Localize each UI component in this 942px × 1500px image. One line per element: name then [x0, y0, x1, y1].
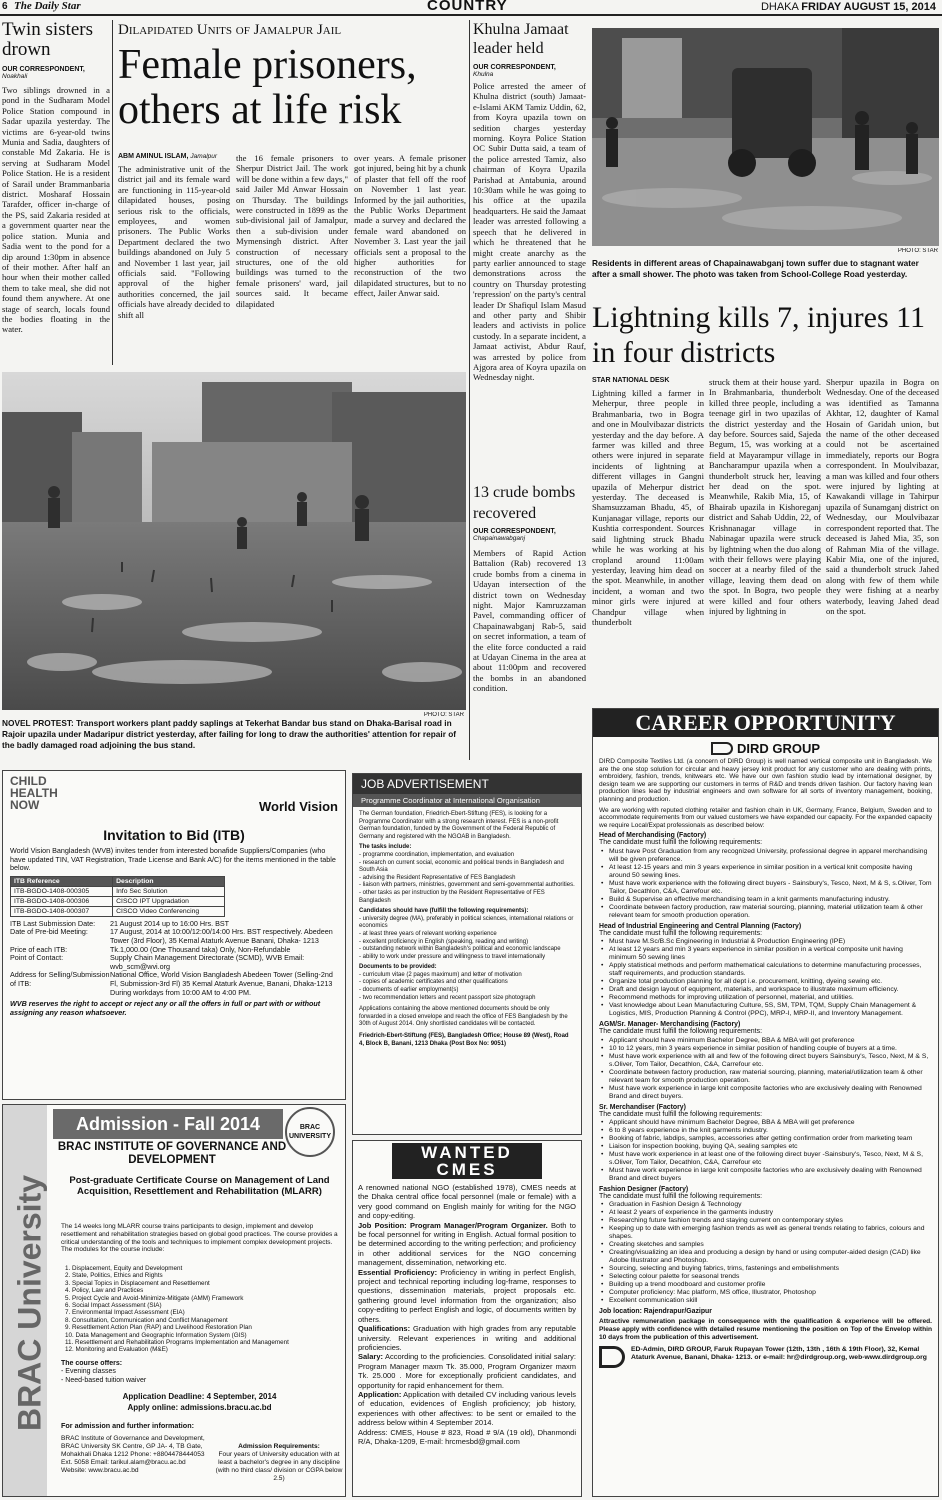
apply-online-link[interactable]: Apply online: admissions.bracu.ac.bd — [127, 1403, 272, 1412]
dird-footer-logo-icon — [599, 1346, 625, 1368]
photo-caption: NOVEL PROTEST: Transport workers plant paddy saplings at Tekerhat Bandar bus stand on Dhaka-Barisal road in Rajoir upazila under Madaripur district yesterday, after failing for long to draw the authorities' attention for repair of the badly damaged road adjoining the bus stand. — [2, 718, 457, 750]
headline: Female prisoners, others at life risk — [118, 41, 417, 133]
table-row: ITB-BGDO-1408-000306 CISCO IPT Upgradation — [11, 896, 225, 906]
list-item: 9. Resettlement Action Plan (RAP) and Livelihood Restoration Plan — [65, 1324, 252, 1332]
brac-side-title: BRAC University — [11, 1174, 48, 1432]
list-item: 8. Consultation, Communication and Conflict Management — [65, 1316, 228, 1324]
admission-requirements: Admission Requirements: Four years of University education with at least a bachelor's degree in any discipline (with no third class/ division or CGPA below 2.5) — [215, 1443, 343, 1482]
story-body-col3: Sherpur upazila in Bogra on Wednesday. One of the deceased was identified as Tamanna Akhtar, 12, daughter of Kamal Hosain of Garidah union, but the name of the other deceased could not be ascertained immediately, reports our Bogra correspondent. In Moulvibazar, a man was killed and four others were injured by lighting at Kawakandi village in Tahirpur upazila of Sunamganj district on Wednesday, our Moulvibazar correspondent reported that. The deceased is Jahed Mia, 35, son of Rahman Mia of the village. Kabir Mia, one of the injured, said a thunderbolt struck Jahed along with few of them while they were fishing at a nearby waterbody, leaving Jahed dead on the spot. — [826, 377, 939, 616]
list-item: 12. Monitoring and Evaluation (M&E) — [65, 1346, 168, 1354]
itb-details: ITB Last Submission Date: 21 August 2014 up to 16:00 Hrs. BST Date of Pre-bid Meeting: 17 August, 2014 at 10:00/12:00/14:00 Hrs. BST respectively. Abedeen Tower (3rd Floor), 35 Kemal Ataturk Avenue Banani, Dhaka- 1213 Price of each ITB: Tk.1,000.00 (One Thousand taka) Only, Non-Refundable Point of Contact: Supply Chain Management Directorate (SCMD), WVB Email: wvb_scm@wvi.org Address for Selling/Submission of ITB: National Office, World Vision Bangladesh Abedeen Tower (Selling-2nd Fl, Submission-3rd Fl) 35 Kemal Ataturk Avenue, Banani, Dhaka-1213 During workdays from 10:00 AM to 4:00 PM. — [10, 918, 333, 997]
paper-name: The Daily Star — [14, 0, 81, 12]
itb-table: ITB Reference Description ITB-BGDO-1408-000305 Info Sec Solution ITB-BGDO-1408-000306 CISCO IPT Upgradation ITB-BGDO-1408-000307 CISCO Video Conferencing — [10, 876, 225, 917]
story-khulna — [473, 20, 586, 480]
story-body: Two siblings drowned in a pond in the Sudharam Model Police Station compound in Sadar upazila yesterday. The victims are 6-year-old twins Munia and Sadia, daughters of constable Md Zakaria. He is serving at Sudharam Model Police Station. He is a resident of Sarail under Brammanbaria district. Mosharaf Hossain Tarafder, officer in-charge of the PS, said Zakaria resided at a government quarter near the police station. Munia and Sadia went to the pond for a dip around 1:30pm in absence of their mother. After half an hour when their mother called them to take meal, she did not found them anywhere. At one stage of search, locals found the bodies floating in the water. — [2, 85, 110, 335]
section-title: COUNTRY — [427, 0, 508, 14]
ad-dird-career — [592, 708, 939, 1497]
dird-closing: Attractive remuneration package in consequence with the qualification & experience will be offered. Please apply with confidence with detailed resume mentioning the position on Top of the Envelop within 10 days from the publication of this advertisement. — [599, 1318, 932, 1341]
job-ad-body: The German foundation, Friedrich-Ebert-Stiftung (FES), is looking for a Programme Coordinator with a strong research interest. FES is a non-profit German foundation, funded by the Government of the Federal Republic of Germany and registered with the NGOAB in Bangladesh. The tasks include: - programme coordination, implementation, and evaluation - research on current social, economic and political trends in Bangladesh and South Asia - advising the Resident Representative of FES Bangladesh - liaison with partners, ministries, government and semi-governmental authorities. - other tasks as per instruction by the Resident Representative of FES Bangladesh Candidates should have (fulfill the following requirements): - university degree (MA), preferably in political sciences, international relations or economics - at least three years of relevant working experience - excellent proficiency in English (speaking, reading and writing) - outstanding network within Bangladesh's political and economic landscape - ability to work under pressure and willingness to travel internationally Documents to be provided: - curriculum vitae (2 pages maximum) and letter of motivation - copies of academic certificates and other qualifications - documents of earlier employment(s) - two recommendation letters and recent passport size photograph Applications containing the above mentioned documents should be only forwarded in a closed envelope and reach the office of FES Bangladesh by the 30th of August 2014. Only shortlisted candidates will be contacted. Friedrich-Ebert-Stiftung (FES), Bangladesh Office; House 89 (West), Road 4, Block B, Banani, 1213 Dhaka (Post Box No: 9051) — [359, 811, 575, 1047]
table-row: ITB-BGDO-1408-000305 Info Sec Solution — [11, 886, 225, 896]
job-ad-header: JOB ADVERTISEMENT — [353, 774, 581, 794]
world-vision-logo: World Vision — [259, 799, 338, 814]
story-body: Members of Rapid Action Battalion (Rab) recovered 13 crude bombs from a cinema in Udayan intersection of the district town on Wednesday night. Major Kamruzzaman Pavel, commanding officer of Chapainawabganj Rab-5, said on secret information, a team of the elite force conducted a raid at Udayan Cinema in the area at about 11:00pm and recovered the bombs in an abandoned condition. — [473, 548, 586, 694]
position-fashion-designer: Fashion Designer (Factory) The candidate must fulfill the following requirements: • Graduation in Fashion Design & Technology • At least 2 years of experience in the garments industry • Researching future fashion trends and staying current on contemporary styles • Keeping up to date with emerging fashion trends as well as general trends relating to fabrics, colours and shapes. • Creating sketches and samples • Creating/visualizing an idea and producing a design by hand or using computer-aided design (CAD) like Adobe Illustrator and Photoshop. • Sourcing, selecting and buying fabrics, trims, fastenings and embellishments • Selecting colour palette for seasonal trends • Building up a trend moodboard and customer profile • Computer proficiency: Mac platform, MS office, Illustrator, Photoshop • Excellent communication skill — [599, 1186, 932, 1305]
story-lightning-headline: Lightning kills 7, injures 11 in four districts — [592, 301, 926, 369]
course-offers: The course offers: - Evening classes - Need-based tuition waiver — [61, 1360, 147, 1384]
info-title: For admission and further information: — [61, 1421, 194, 1430]
course-intro: The 14 weeks long MLARR course trains participants to design, implement and develop resettlement and rehabilitation strategies based on global good practices. The course provides a critical understanding of the tools and techniques to implement complex development projects. The modules for the course include: — [61, 1223, 338, 1254]
dateline: DHAKA FRIDAY AUGUST 15, 2014 — [760, 1, 936, 13]
admission-banner: Admission - Fall 2014 — [53, 1109, 283, 1139]
list-item: 5. Project Cycle and Avoid-Minimize-Mitigate (AMM) Framework — [65, 1294, 244, 1302]
story-body-col3: over years. A female prisoner got injured, being hit by a chunk of plaster that fell off the roof on November 1 last year. Informed by the jail authorities, the Public Works Department made a survey and declared the female ward abandoned on November 3. Last year the jail officials sent a proposal to the higher authorities for reconstruction of the two dilapidated structures, but to no effect, Jailer Anwar said. — [354, 153, 466, 299]
wanted-header: WANTED CMES — [392, 1143, 542, 1179]
itb-title: Invitation to Bid (ITB) — [103, 827, 245, 843]
story-body-col1: Lightning killed a farmer in Meherpur, three people in Brahmanbaria, two in Bogra and one in Moulvibazar districts yesterday and the day before. A farmer was killed and three others were injured in separate incidents of lightning at different villages in Gangni upazila of Meherpur district yesterday. The deceased is Shamsuzzaman Bhadu, 45, of Kunjanagar village, reports our Kushtia correspondent. Sources said lightning struck Bhadu while he was working at his cropland around 11:00am yesterday, leaving him dead on the spot. Meanwhile, in another incident, a woman and two minor girls were injured at Chandpur village when thunderbolt — [592, 388, 704, 627]
byline: ABM AMINUL ISLAM, Jamalpur — [118, 153, 218, 160]
water-photo — [592, 28, 939, 246]
story-twin-sisters — [2, 20, 110, 365]
dird-intro-2: We are working with reputed clothing retailer and fashion chain in UK, Germany, France, Belgium, Sweden and to accommodate requirements from our valued customers we have expanded our capacity. For the expanded capacity we require Local/Expat professionals as described below: — [599, 806, 932, 829]
itb-footer: WVB reserves the right to accept or reject any or all the offers in full or part with or without assigning any reason whatsoever. — [10, 999, 321, 1017]
list-item: 10. Data Management and Geographic Information System (GIS) — [65, 1331, 247, 1339]
brac-address: BRAC Institute of Governance and Development, BRAC University SK Centre, GP JA- 4, TB Gate, Mohakhali Dhaka 1212 Phone: +8804478444053 Ext. 5058 Email: tarikul.alam@bracu.ac.bd Website: www.bracu.ac.bd — [61, 1435, 205, 1474]
ad-fes-job — [352, 773, 582, 1135]
headline: Twin sisters drown — [2, 20, 94, 60]
story-bombs — [473, 482, 586, 760]
job-ad-subheader: Programme Coordinator at International Organisation — [353, 794, 581, 807]
dird-footer — [599, 1346, 932, 1368]
table-row: ITB-BGDO-1408-000307 CISCO Video Conferencing — [11, 906, 225, 916]
child-health-now-logo: CHILD HEALTH NOW — [10, 774, 58, 812]
position-sr-merchandiser: Sr. Merchandiser (Factory) The candidate must fulfill the following requirements: • Applicant should have minimum Bachelor Degree, BBA & MBA will get preference • 6 to 8 years experience in the knit garments industry. • Booking of fabric, labdips, samples, accessories after getting confirmation order from marketing team • Liaison for inspection booking, buying QA, sealing samples etc • Must have work experience in at least one of the following direct buyer -Sainsbury's, Tesco, Next, M & S, s.Oliver, Tom Tailor, Decathlon, C&A, Carrefour etc • Must have work experience in large knit composite factories who are exclusively dealing with Renowned Brand and direct buyers — [599, 1104, 932, 1183]
column-rule — [112, 20, 113, 365]
ad-brac — [2, 1104, 346, 1497]
byline: STAR NATIONAL DESK — [592, 377, 670, 384]
ad-cmes — [352, 1140, 582, 1497]
ad-world-vision — [2, 770, 346, 1100]
photo-caption: Residents in different areas of Chapainawabganj town suffer due to stagnant water after a small shower. The photo was taken from School-College Road yesterday. — [592, 258, 919, 279]
story-body: Police arrested the ameer of Khulna district (south) Jamaat-e-Islami AKM Tamiz Uddin, 62, from Koyra upazila town on sedition charges yesterday morning. Koyra Police Station OC Subir Dutta said, a team of the police arrested Tamiz, also chairman of Koyra Upazila Parishad at Antabunia, around 10:30am while he was going to his office at the upazila headquarters. He said the Jamaat leader was arrested following a speech that he delivered in which he threatened that he might create anarchy as the party earlier announced to stage demonstrations across the country on Thursday protesting 'repression' on the party's central leader Dr Shafiqul Islam Masud and other party and Shibir leaders and activists in police custody. In a separate incident, a Jamaat activist, Abdur Rauf, was arrested by police from Ajgora area of Koyra upazila on Wednesday night. — [473, 81, 586, 383]
position-agm-merchandising: AGM/Sr. Manager- Merchandising (Factory) The candidate must fulfill the following requirements: • Applicant should have minimum Bachelor Degree, BBA & MBA will get preference • 10 to 12 years, min 3 years experience in similar position of handling couple of buyers at a time. • Must have work experience with all and few of the following direct buyers Sainsbury's, Tesco, Next, M & S, s.Oliver, Tom Tailor, Decathlon, C&A, Carrefour etc. • Coordinate between factory production, raw material sourcing, planning, material/utilization team & other relevant team for smooth production operation. • Must have work experience in large knit composite factories who are exclusively dealing with Renowned Brand and direct buyers. — [599, 1021, 932, 1100]
position-head-merchandising: Head of Merchandising (Factory) The candidate must fulfill the following requirements: • Must have Post Graduation from any recognized University, professional degree in apparel merchandising will be given preference. • At least 12-15 years and min 3 years experience in similar position in a vertical knit composite having around 50 sewing lines. • Must have work experience with the following direct buyers - Sainsbury's, Tesco, Next, M & S, s.Oliver, Tom Tailor, Decathlon, C&A, Carrefour etc. • Build & Supervise an effective merchandising team in a knit garments manufacturing industry. • Coordinate between factory production, raw material sourcing, planning, material utilization team & other relevant team for smooth production operation. — [599, 832, 932, 919]
headline: Khulna Jamaat leader held — [473, 21, 569, 57]
story-body-col1: The administrative unit of the district jail and its female ward are functioning in 115-year-old dilapidated houses, posing serious risk to the officials, employees, and women prisoners. The Public Works Department declared the two buildings abandoned on July 5 and November 1 last year, jail officials said. "Following approval of the higher authorities concerned, the jail officials have already decided to shift all — [118, 164, 230, 320]
photo-credit: PHOTO: STAR — [423, 712, 464, 718]
list-item: 4. Policy, Law and Practices — [65, 1287, 144, 1295]
brac-seal-logo: BRAC UNIVERSITY — [285, 1107, 335, 1157]
dird-intro: DIRD Composite Textiles Ltd. (a concern of DIRD Group) is well named vertical composite unit in Bangladesh. We are the one stop solution for circular and heavy jersey knit product for any customer who are dealing with prints, embroidery, fashion, trends, knitwears etc. We have our own fashion studio lead by international designer, by design team we are supporting our customers in terms of R&D and trends driven fashion. Our factory having lean production lines lead by industrial engineers and own software for all sorts of inventory management, booking, planning and production. — [599, 758, 932, 803]
story-body-col2: struck them at their house yard. In Brahmanbaria, thunderbolt killed three people, including a teenage girl in two upazilas of the district yesterday and the day before. Sources said, Sajeda Begum, 15, was working at a field at Mayarampur village in Bancharampur upazila when a thunderbolt struck her, leaving her dead on the spot. Meanwhile, Rakib Mia, 15, of Bhairab upazila in Kishoreganj district and Sahab Uddin, 22, of Krishnanagar village in Nabinagar upazila were struck by lightning when the duo along with their fellows were playing soccer at a nearby filed of the village, leaving them dead on the spot. In Bogra, two people were killed and four others injured by lightning in — [709, 377, 821, 616]
application-deadline: Application Deadline: 4 September, 2014 — [122, 1392, 277, 1401]
career-banner: CAREER OPPORTUNITY — [593, 709, 938, 737]
position-head-ie: Head of Industrial Engineering and Central Planning (Factory) The candidate must fulfill the following requirements: • Must have M.Sc/B.Sc Engineering in Industrial & Production Engineering (IPE) • At least 12 years and min 3 years experience in similar position in a vertical composite unit having minimum 50 sewing lines • Apply statistical methods and perform mathematical calculations to determine manufacturing processes, staff requirements, and production standards. • Organize total production planning for all dept i.e. procurement, knitting, dyeing sewing etc. • Draft and design layout of equipment, materials, and workspace to illustrate maximum efficiency. • Recommend methods for improving utilization of personnel, material, and utilities. • Vast knowledge about Lean Manufacturing Culture, 5S, SM, TPM, TQM, Supply Chain Management & Logistics, MIS, Production Planning & Control (PPC), MRP-I, MRP-II, and Inventory Management. — [599, 923, 932, 1018]
course-title: Post-graduate Certificate Course on Management of Land Acquisition, Resettlement and Rehabilitation (MLARR) — [69, 1175, 330, 1197]
list-item: 3. Special Topics in Displacement and Resettlement — [65, 1279, 210, 1287]
dird-address: ED-Admin, DIRD GROUP, Faruk Rupayan Tower (12th, 13th , 16th & 19th Floor), 32, Kemal Ataturk Avenue, Banani, Dhaka- 1213. or e-mail: hr@dirdgroup.org, web-www.dirdgroup.org — [631, 1345, 927, 1361]
masthead — [0, 0, 942, 16]
module-list — [65, 1265, 345, 1354]
byline: OUR CORRESPONDENT, Chapainawabganj — [473, 528, 556, 542]
story-body-col2: the 16 female prisoners to Sherpur District Jail. The work will be done within a few days," said Jailer Md Anwar Hossain on Thursday. The buildings were constructed in 1899 as the sub-divisional jail of Jamalpur, then a sub-division under Mymensingh district. After construction of necessary structures, one of the old buildings was turned to the female prisoners' ward, jail sources said. It became dilapidated — [236, 153, 348, 309]
protest-photo — [2, 372, 466, 710]
photo-credit: PHOTO: STAR — [897, 248, 938, 254]
itb-intro: World Vision Bangladesh (WVB) invites tender from interested bonafide Suppliers/Companies (who have updated TIN, VAT Registration, Trade License and Bank A/C) for the items mentioned in the table below. — [10, 846, 336, 873]
byline: OUR CORRESPONDENT, Noakhali — [2, 66, 85, 80]
story-jail-head — [118, 22, 466, 152]
column-rule — [469, 20, 470, 760]
list-item: 7. Environmental Impact Assessment (EIA) — [65, 1309, 185, 1317]
dird-logo: DIRD GROUP — [599, 739, 932, 755]
headline: 13 crude bombs recovered — [473, 484, 576, 522]
brac-institute: BRAC INSTITUTE OF GOVERNANCE AND DEVELOPMENT — [57, 1141, 287, 1166]
list-item: 1. Displacement, Equity and Development — [65, 1265, 183, 1272]
cmes-body: A renowned national NGO (established 1978), CMES needs at the Dhaka central office focal personnel (male or female) with a very good command on English mainly for writing for the NGO and copy-editing. Job Position: Program Manager/Program Organizer. Both to be focal personnel for writing in English. Actual formal position to be determined according to the writing perfection; and proficiency in other additional services for the NGO concerning management, dissemination, networking etc. Essential Proficiency: Proficiency in writing in perfect English, project and technical reporting including log-frame, responses to questions, dissemination materials, project proposals etc. gathering ground level information from the organization; also copy-editing to perfect English and logic, of documents written by others. Qualifications: Graduation with high grades from any reputable university. Relevant experiences in writing and additional proficiencies. Salary: According to the proficiencies. Consolidated initial salary: Program Manager maxm Tk. 35.000, Program Organizer maxm Tk. 25.000 . More for exceptionally proficient candidates, and opportunity for rapid enhancement for them. Application: Application with detailed CV including various levels of education, evidences of English proficiency; job history, experiences with other affectives: to be sent or emailed to the address below within 4 September 2014. Address: CMES, House # 823, Road # 9/A (19 old), Dhanmondi R/A, Dhaka-1209, E-mail: hrcmesbd@gmail.com — [358, 1183, 577, 1446]
job-location: Job location: Rajendrapur/Gazipur — [599, 1308, 712, 1316]
page-number: 6 — [2, 1, 8, 12]
list-item: 11. Resettlement and Rehabilitation Programs Implementation and Management — [65, 1339, 289, 1347]
list-item: 6. Social Impact Assessment (SIA) — [65, 1302, 162, 1310]
byline: OUR CORRESPONDENT, Khulna — [473, 64, 556, 78]
kicker: Dilapidated Units of Jamalpur Jail — [118, 22, 342, 38]
list-item: 2. State, Politics, Ethics and Rights — [65, 1272, 163, 1280]
